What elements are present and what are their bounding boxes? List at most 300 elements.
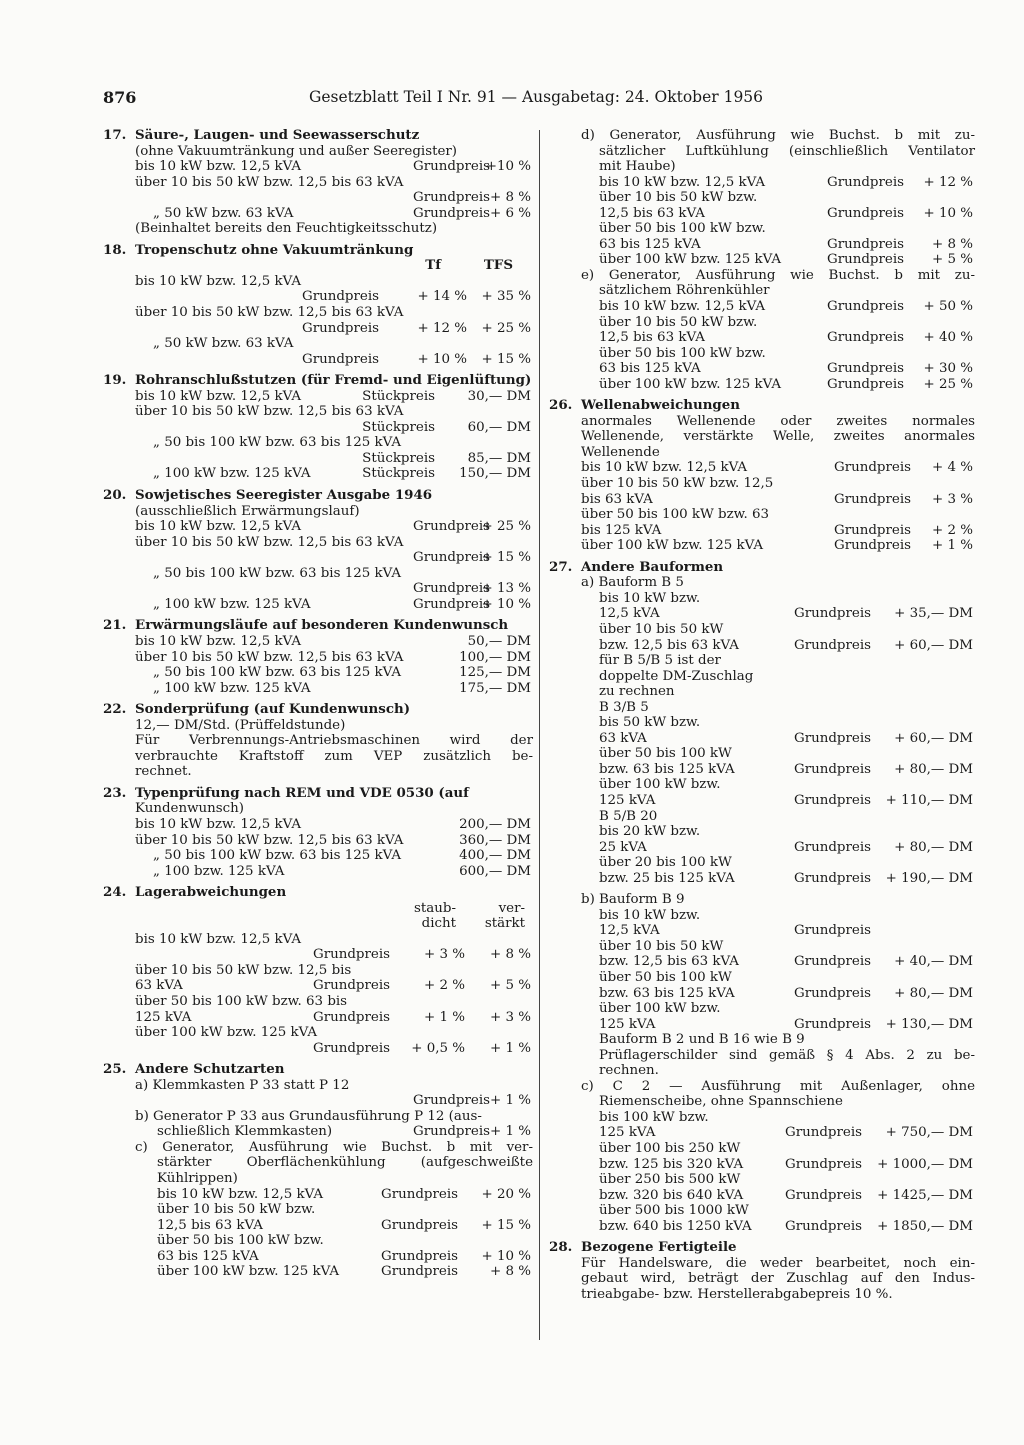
line-text: „ 50 bis 100 kW bzw. 63 bis 125 kVA [153, 848, 402, 864]
text-line [549, 840, 975, 856]
price-value: + 25 % [481, 519, 531, 535]
text-line [103, 1025, 533, 1041]
text-line [103, 1218, 533, 1234]
line-text: bis 10 kW bzw. 12,5 kVA [599, 174, 766, 190]
price-label: Grundpreis [313, 1009, 390, 1025]
price-value: + 80,— DM [894, 761, 973, 777]
line-text: über 10 bis 50 kW [599, 621, 724, 637]
line-text: b) Bauform B 9 [581, 892, 685, 908]
text-line [549, 445, 975, 461]
section-heading: Bezogene Fertigteile [581, 1239, 737, 1256]
text-line [549, 268, 975, 284]
line-text: über 10 bis 50 kW bzw. [599, 314, 758, 330]
line-text: Bauform B 2 und B 16 wie B 9 [599, 1032, 805, 1048]
line-text: bis 10 kW bzw. 12,5 kVA [135, 519, 302, 535]
section-number: 19. [103, 372, 127, 389]
price-value-2: + 5 % [490, 978, 531, 994]
text-line [103, 159, 533, 175]
text-line [103, 190, 533, 206]
text-line [549, 221, 975, 237]
price-value: + 1000,— DM [877, 1156, 973, 1172]
line-text: 63 bis 125 kVA [599, 236, 701, 252]
section-heading: Wellenabweichungen [581, 397, 741, 414]
price-label: Grundpreis [827, 361, 904, 377]
text-line [103, 1109, 533, 1125]
text-line [103, 451, 533, 467]
text-line [549, 970, 975, 986]
text-line [103, 321, 533, 337]
text-line [103, 1233, 533, 1249]
price-value: + 5 % [932, 252, 973, 268]
line-text: a) Bauform B 5 [581, 575, 684, 591]
text-line [103, 289, 533, 305]
text-line [549, 507, 975, 523]
section-number: 23. [103, 784, 127, 801]
text-line [103, 1062, 533, 1078]
text-line [103, 650, 533, 666]
text-line [549, 523, 975, 539]
text-line [103, 963, 533, 979]
text-line [549, 1287, 975, 1303]
text-line [549, 939, 975, 955]
text-line [549, 684, 975, 700]
section-number: 17. [103, 127, 127, 143]
line-text: über 10 bis 50 kW bzw. 12,5 bis 63 kVA [135, 174, 404, 190]
text-line [103, 1187, 533, 1203]
line-text: über 100 kW bzw. 125 kVA [599, 252, 782, 268]
text-line [549, 762, 975, 778]
price-label: Stückpreis [362, 388, 435, 404]
price-value: + 13 % [481, 581, 531, 597]
price-value: + 8 % [490, 190, 531, 206]
line-text: über 10 bis 50 kW bzw. 12,5 bis 63 kVA [135, 649, 404, 665]
text-line [103, 718, 533, 734]
column-header-1: staub- [414, 900, 456, 916]
price-value: 85,— DM [467, 450, 531, 466]
line-text: „ 100 kW bzw. 125 kVA [153, 596, 311, 612]
text-line [103, 420, 533, 436]
price-label: Grundpreis [827, 299, 904, 315]
line-text: trieabgabe- bzw. Herstellerabgabepreis 10 %. [581, 1286, 893, 1302]
text-line [549, 715, 975, 731]
price-label: Grundpreis [794, 637, 871, 653]
text-line [549, 855, 975, 871]
text-line [549, 460, 975, 476]
text-line [549, 330, 975, 346]
line-text: bis 10 kW bzw. [599, 907, 701, 923]
text-line [549, 206, 975, 222]
line-text: bis 63 kVA [581, 491, 653, 507]
line-text: doppelte DM-Zuschlag [599, 668, 754, 684]
price-value-2: + 25 % [481, 320, 531, 336]
text-line [103, 1093, 533, 1109]
price-label: Grundpreis [302, 289, 379, 305]
line-text: bzw. 63 bis 125 kVA [599, 761, 735, 777]
line-text: bzw. 640 bis 1250 kVA [599, 1218, 752, 1234]
text-line [549, 1240, 975, 1256]
line-text: „ 100 kW bzw. 125 kVA [153, 466, 311, 482]
text-line [103, 1041, 533, 1057]
column-header-tf: Tf [425, 257, 441, 274]
line-text: „ 50 bis 100 kW bzw. 63 bis 125 kVA [153, 665, 402, 681]
line-text: d) Generator, Ausführung wie Buchst. b mit zu- [581, 128, 975, 143]
price-value: + 1 % [424, 1009, 465, 1025]
line-text: über 10 bis 50 kW bzw. 12,5 [581, 476, 774, 492]
text-line [549, 622, 975, 638]
text-line [103, 1264, 533, 1280]
price-value: + 35,— DM [894, 606, 973, 622]
price-value: + 190,— DM [885, 870, 973, 886]
text-line [549, 237, 975, 253]
text-line [549, 1125, 975, 1141]
line-text: Kühlrippen) [157, 1171, 238, 1186]
line-text: über 50 bis 100 kW bzw. 63 [581, 507, 770, 523]
line-text: B 5/B 20 [599, 808, 658, 824]
text-line [549, 809, 975, 825]
price-value: + 14 % [417, 289, 467, 305]
section-number: 20. [103, 487, 127, 504]
text-line [103, 1078, 533, 1094]
text-line [549, 492, 975, 508]
section-number: 28. [549, 1239, 573, 1256]
line-text: 12,5 bis 63 kVA [157, 1217, 263, 1233]
line-text: Für Handelsware, die weder bearbeitet, noch ein- [581, 1255, 975, 1271]
text-line [549, 299, 975, 315]
line-text: (ohne Vakuumtränkung und außer Seeregister) [135, 143, 457, 159]
line-text: 12,5 bis 63 kVA [599, 330, 705, 346]
price-value: + 1 % [932, 538, 973, 554]
text-line [103, 1171, 533, 1187]
price-value: 60,— DM [467, 419, 531, 435]
price-label: Stückpreis [362, 466, 435, 482]
section-heading: Sowjetisches Seeregister Ausgabe 1946 [135, 487, 433, 504]
text-line [103, 305, 533, 321]
line-text: Für Verbrennungs-Antriebsmaschinen wird der [135, 733, 533, 749]
text-line [549, 746, 975, 762]
price-label: Grundpreis [413, 596, 490, 612]
line-text: Kundenwunsch) [135, 801, 245, 817]
text-line [549, 283, 975, 299]
line-text: über 100 kW bzw. 125 kVA [157, 1264, 340, 1280]
line-text: über 10 bis 50 kW bzw. 12,5 bis 63 kVA [135, 305, 404, 321]
price-label: Grundpreis [794, 954, 871, 970]
text-line [103, 764, 533, 780]
price-value: + 3 % [424, 947, 465, 963]
price-value: + 8 % [490, 1264, 531, 1280]
text-line [549, 1141, 975, 1157]
column-header-tfs: TFS [483, 257, 513, 274]
price-label: Grundpreis [381, 1217, 458, 1233]
line-text: 63 bis 125 kVA [599, 361, 701, 377]
text-line [103, 665, 533, 681]
price-label: Grundpreis [827, 330, 904, 346]
line-text: bzw. 125 bis 320 kVA [599, 1156, 744, 1172]
line-text: bis 10 kW bzw. 12,5 kVA [135, 388, 302, 404]
text-line [549, 793, 975, 809]
price-value: + 10 % [481, 596, 531, 612]
price-value-2: + 3 % [490, 1009, 531, 1025]
line-text: 125 kVA [599, 792, 656, 808]
text-line [103, 373, 533, 389]
line-text: 12,5 bis 63 kVA [599, 205, 705, 221]
text-line [549, 1271, 975, 1287]
line-text: b) Generator P 33 aus Grundausführung P 12 (aus- [135, 1108, 482, 1124]
price-value: + 1 % [490, 1124, 531, 1140]
text-line [549, 923, 975, 939]
line-text: über 20 bis 100 kW [599, 855, 732, 871]
price-value: 360,— DM [459, 832, 531, 848]
line-text: „ 50 bis 100 kW bzw. 63 bis 125 kVA [153, 435, 402, 451]
text-line [549, 398, 975, 414]
price-value: 200,— DM [459, 816, 531, 832]
price-label: Grundpreis [834, 460, 911, 476]
price-value: + 10 % [923, 205, 973, 221]
text-line [549, 954, 975, 970]
text-line [549, 538, 975, 554]
price-value: + 1425,— DM [877, 1187, 973, 1203]
line-text: bis 10 kW bzw. 12,5 kVA [135, 159, 302, 175]
section-number: 18. [103, 241, 127, 258]
line-text: bzw. 12,5 bis 63 kVA [599, 954, 739, 970]
text-line [103, 336, 533, 352]
price-value: 100,— DM [459, 649, 531, 665]
text-line [103, 466, 533, 482]
price-label: Grundpreis [381, 1264, 458, 1280]
price-value: 400,— DM [459, 848, 531, 864]
price-label: Grundpreis [313, 978, 390, 994]
line-text: über 10 bis 50 kW bzw. 12,5 bis [135, 962, 352, 978]
line-text: bis 10 kW bzw. 12,5 kVA [135, 931, 302, 947]
line-text: bis 50 kW bzw. [599, 715, 701, 731]
price-label: Grundpreis [834, 522, 911, 538]
line-text: bzw. 63 bis 125 kVA [599, 985, 735, 1001]
text-line [103, 144, 533, 160]
text-line [549, 346, 975, 362]
left-column [103, 128, 533, 1280]
text-line [549, 476, 975, 492]
text-line [103, 916, 533, 932]
price-value: + 15 % [481, 1217, 531, 1233]
line-text: über 100 kW bzw. 125 kVA [599, 376, 782, 392]
line-text: mit Haube) [599, 159, 676, 175]
price-label: Grundpreis [313, 1040, 390, 1056]
text-line [103, 488, 533, 504]
text-line [103, 519, 533, 535]
line-text: c) C 2 — Ausführung mit Außenlager, ohne [581, 1078, 975, 1094]
price-value-2: + 8 % [490, 947, 531, 963]
text-line [549, 700, 975, 716]
price-label: Grundpreis [302, 320, 379, 336]
price-value: + 25 % [923, 376, 973, 392]
text-line [549, 361, 975, 377]
line-text: Wellenende, verstärkte Welle, zweites anormales [581, 429, 975, 445]
text-line [549, 731, 975, 747]
line-text: über 100 kW bzw. [599, 777, 721, 793]
line-text: über 10 bis 50 kW [599, 938, 724, 954]
price-label: Grundpreis [785, 1187, 862, 1203]
text-line [549, 128, 975, 144]
price-label: Grundpreis [313, 947, 390, 963]
price-value: 600,— DM [459, 863, 531, 879]
text-line [549, 653, 975, 669]
price-value: + 110,— DM [885, 792, 973, 808]
text-line [103, 1155, 533, 1171]
price-value: + 2 % [932, 522, 973, 538]
line-text: Riemenscheibe, ohne Spannschiene [599, 1094, 843, 1110]
line-text: 63 kVA [599, 730, 647, 746]
price-value: + 30 % [923, 361, 973, 377]
text-line [549, 1079, 975, 1095]
line-text: über 250 bis 500 kW [599, 1172, 741, 1188]
text-line [549, 575, 975, 591]
section-number: 27. [549, 558, 573, 575]
line-text: bis 10 kW bzw. 12,5 kVA [135, 273, 302, 289]
price-label: Grundpreis [785, 1125, 862, 1141]
price-value: + 1850,— DM [877, 1218, 973, 1234]
line-text: 125 kVA [135, 1009, 192, 1025]
price-label: Stückpreis [362, 419, 435, 435]
section-heading: Erwärmungsläufe auf besonderen Kundenwunsch [135, 617, 509, 634]
price-label: Grundpreis [794, 923, 871, 939]
line-text: bis 10 kW bzw. [599, 590, 701, 606]
text-line [549, 986, 975, 1002]
section-heading: Andere Schutzarten [135, 1061, 285, 1078]
price-value-2: + 15 % [481, 351, 531, 367]
section-number: 25. [103, 1061, 127, 1078]
price-value: + 2 % [424, 978, 465, 994]
price-label: Grundpreis [794, 606, 871, 622]
price-value: + 12 % [417, 320, 467, 336]
line-text: über 50 bis 100 kW bzw. 63 bis [135, 993, 348, 1009]
text-line [103, 1249, 533, 1265]
price-value: +10 % [485, 159, 531, 175]
line-text: c) Generator, Ausführung wie Buchst. b mit ver- [135, 1139, 533, 1155]
price-value: + 4 % [932, 460, 973, 476]
text-line [549, 1172, 975, 1188]
price-label: Grundpreis [794, 839, 871, 855]
price-label: Grundpreis [413, 1093, 490, 1109]
price-value: + 1 % [490, 1093, 531, 1109]
text-line [549, 377, 975, 393]
price-label: Grundpreis [794, 985, 871, 1001]
price-label: Grundpreis [794, 1016, 871, 1032]
price-label: Stückpreis [362, 450, 435, 466]
section-heading: Sonderprüfung (auf Kundenwunsch) [135, 701, 411, 718]
price-label: Grundpreis [413, 1124, 490, 1140]
price-value: + 40,— DM [894, 954, 973, 970]
price-label: Grundpreis [794, 730, 871, 746]
section-heading: Tropenschutz ohne Vakuumtränkung [135, 241, 414, 258]
line-text: „ 100 bzw. 125 kVA [153, 863, 285, 879]
line-text: sätzlichem Röhrenkühler [599, 283, 770, 299]
line-text: Prüflagerschilder sind gemäß § 4 Abs. 2 zu be- [599, 1047, 975, 1063]
line-text: 12,5 kVA [599, 606, 660, 622]
price-label: Grundpreis [302, 351, 379, 367]
text-line [103, 435, 533, 451]
text-line [103, 597, 533, 613]
text-line [103, 566, 533, 582]
line-text: über 50 bis 100 kW bzw. [599, 221, 766, 237]
text-line [549, 824, 975, 840]
text-line [103, 817, 533, 833]
text-line [549, 908, 975, 924]
line-text: bis 10 kW bzw. 12,5 kVA [135, 816, 302, 832]
line-text: über 10 bis 50 kW bzw. 12,5 bis 63 kVA [135, 832, 404, 848]
line-text: 25 kVA [599, 839, 647, 855]
price-label: Grundpreis [413, 205, 490, 221]
text-line [103, 848, 533, 864]
line-text: bis 10 kW bzw. 12,5 kVA [599, 299, 766, 315]
text-line [103, 932, 533, 948]
text-line [549, 1063, 975, 1079]
text-line [103, 681, 533, 697]
line-text: 125 kVA [599, 1016, 656, 1032]
line-text: rechnen. [599, 1063, 659, 1079]
text-line [103, 258, 533, 274]
line-text: über 50 bis 100 kW [599, 746, 732, 762]
line-text: bis 125 kVA [581, 522, 662, 538]
text-line [549, 175, 975, 191]
line-text: bzw. 12,5 bis 63 kVA [599, 637, 739, 653]
line-text: über 50 bis 100 kW bzw. [599, 345, 766, 361]
column-header-1: dicht [421, 916, 456, 932]
line-text: bis 100 kW bzw. [599, 1109, 709, 1125]
text-line [103, 749, 533, 765]
text-line [549, 1032, 975, 1048]
line-text: bzw. 320 bis 640 kVA [599, 1187, 744, 1203]
price-label: Grundpreis [834, 538, 911, 554]
text-line [103, 885, 533, 901]
price-label: Grundpreis [827, 252, 904, 268]
text-line [103, 1124, 533, 1140]
right-column [549, 128, 975, 1302]
text-line [103, 978, 533, 994]
section-heading: Andere Bauformen [581, 558, 724, 575]
price-label: Grundpreis [381, 1186, 458, 1202]
text-line [103, 833, 533, 849]
price-value: + 20 % [481, 1186, 531, 1202]
line-text: „ 100 kW bzw. 125 kVA [153, 680, 311, 696]
section-number: 21. [103, 617, 127, 634]
text-line [103, 1140, 533, 1156]
price-label: Grundpreis [413, 550, 490, 566]
price-value: 30,— DM [467, 388, 531, 404]
price-value: + 130,— DM [885, 1016, 973, 1032]
text-line [103, 801, 533, 817]
text-line [549, 638, 975, 654]
text-line [103, 206, 533, 222]
text-line [103, 221, 533, 237]
text-line [549, 1219, 975, 1235]
text-line [103, 786, 533, 802]
line-text: über 500 bis 1000 kW [599, 1203, 749, 1219]
page-title: Gesetzblatt Teil I Nr. 91 — Ausgabetag: 24. Oktober 1956 [309, 88, 764, 106]
text-line [549, 1256, 975, 1272]
text-line [549, 159, 975, 175]
line-text: „ 50 bis 100 kW bzw. 63 bis 125 kVA [153, 565, 402, 581]
text-line [103, 128, 533, 144]
section-heading: Rohranschlußstutzen (für Fremd- und Eigenlüftung) [135, 372, 532, 389]
line-text: für B 5/B 5 ist der [599, 653, 721, 669]
text-line [549, 777, 975, 793]
price-value: + 6 % [490, 205, 531, 221]
line-text: „ 50 kW bzw. 63 kVA [153, 336, 294, 352]
text-line [549, 190, 975, 206]
section-heading: Säure-, Laugen- und Seewasserschutz [135, 127, 420, 143]
price-value: 50,— DM [467, 633, 531, 649]
price-label: Grundpreis [794, 761, 871, 777]
line-text: rechnet. [135, 764, 192, 780]
